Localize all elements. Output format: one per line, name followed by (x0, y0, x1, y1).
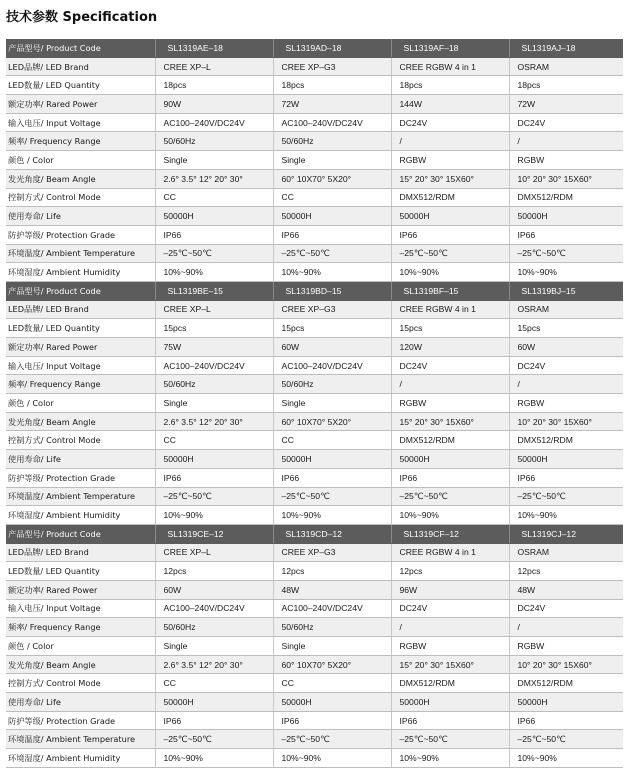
spec-row (6, 300, 623, 319)
spec-row (6, 562, 623, 581)
spec-value-cell: 50000H (155, 450, 273, 469)
spec-value-cell: 10%~90% (509, 506, 623, 525)
product-code-cell: SL1319AD–18 (273, 39, 391, 57)
spec-row-label: LED数量/ LED Quantity (6, 319, 155, 338)
spec-value-cell: 48W (509, 580, 623, 599)
spec-value-cell: 50000H (509, 450, 623, 469)
product-code-header-row (6, 39, 623, 57)
spec-value-cell: AC100–240V/DC24V (155, 356, 273, 375)
spec-row (6, 57, 623, 76)
spec-value-cell: IP66 (391, 468, 509, 487)
spec-row (6, 113, 623, 132)
spec-value-cell: CREE XP–G3 (273, 300, 391, 319)
spec-value-cell: / (391, 375, 509, 394)
spec-row-label: LED数量/ LED Quantity (6, 562, 155, 581)
spec-value-cell: / (509, 618, 623, 637)
spec-row (6, 730, 623, 749)
spec-value-cell: 10%~90% (273, 263, 391, 282)
spec-value-cell: CC (155, 674, 273, 693)
spec-row-label: 发光角度/ Beam Angle (6, 655, 155, 674)
spec-row (6, 506, 623, 525)
spec-value-cell: CREE XP–L (155, 300, 273, 319)
spec-row-label: LED品牌/ LED Brand (6, 543, 155, 562)
spec-value-cell: 48W (273, 580, 391, 599)
product-code-label: 产品型号/ Product Code (6, 524, 155, 543)
spec-value-cell: 10° 20° 30° 15X60° (509, 412, 623, 431)
spec-row (6, 95, 623, 114)
spec-value-cell: CC (155, 188, 273, 207)
product-code-cell: SL1319AF–18 (391, 39, 509, 57)
spec-value-cell: –25℃~50℃ (273, 244, 391, 263)
spec-row (6, 188, 623, 207)
spec-value-cell: 10%~90% (509, 263, 623, 282)
spec-row-label: 控制方式/ Control Mode (6, 431, 155, 450)
spec-value-cell: 50/60Hz (155, 375, 273, 394)
specification-table (6, 39, 623, 768)
spec-value-cell: 50000H (155, 693, 273, 712)
product-code-cell: SL1319CD–12 (273, 524, 391, 543)
spec-row-label: 环境温度/ Ambient Temperature (6, 730, 155, 749)
spec-value-cell: 60W (155, 580, 273, 599)
spec-value-cell: 2.6° 3.5° 12° 20° 30° (155, 412, 273, 431)
spec-value-cell: RGBW (391, 637, 509, 656)
spec-value-cell: IP66 (155, 225, 273, 244)
spec-value-cell: IP66 (391, 711, 509, 730)
spec-value-cell: DC24V (391, 113, 509, 132)
spec-value-cell: 144W (391, 95, 509, 114)
spec-row-label: 环境湿度/ Ambient Humidity (6, 506, 155, 525)
spec-value-cell: 10%~90% (155, 506, 273, 525)
spec-value-cell: 96W (391, 580, 509, 599)
spec-value-cell: IP66 (155, 711, 273, 730)
spec-row (6, 543, 623, 562)
spec-row-label: LED品牌/ LED Brand (6, 57, 155, 76)
spec-row-label: 使用寿命/ Life (6, 207, 155, 226)
spec-row-label: 频率/ Frequency Range (6, 618, 155, 637)
spec-value-cell: 15° 20° 30° 15X60° (391, 169, 509, 188)
spec-value-cell: 10%~90% (273, 506, 391, 525)
spec-value-cell: 18pcs (509, 76, 623, 95)
spec-value-cell: Single (273, 394, 391, 413)
spec-value-cell: –25℃~50℃ (509, 730, 623, 749)
spec-value-cell: 18pcs (273, 76, 391, 95)
spec-value-cell: 60° 10X70° 5X20° (273, 169, 391, 188)
spec-value-cell: 72W (509, 95, 623, 114)
spec-row (6, 244, 623, 263)
spec-value-cell: CC (273, 431, 391, 450)
spec-row (6, 468, 623, 487)
spec-row (6, 225, 623, 244)
spec-value-cell: IP66 (509, 225, 623, 244)
spec-value-cell: 50000H (391, 450, 509, 469)
spec-row (6, 711, 623, 730)
spec-value-cell: AC100–240V/DC24V (155, 113, 273, 132)
spec-value-cell: AC100–240V/DC24V (155, 599, 273, 618)
spec-value-cell: 10%~90% (155, 749, 273, 768)
spec-row (6, 693, 623, 712)
spec-row-label: 环境湿度/ Ambient Humidity (6, 749, 155, 768)
spec-value-cell: –25℃~50℃ (155, 730, 273, 749)
spec-value-cell: 10%~90% (155, 263, 273, 282)
spec-row (6, 76, 623, 95)
spec-value-cell: IP66 (509, 468, 623, 487)
spec-row (6, 637, 623, 656)
spec-value-cell: DMX512/RDM (509, 674, 623, 693)
spec-value-cell: DC24V (391, 599, 509, 618)
spec-value-cell: –25℃~50℃ (391, 730, 509, 749)
spec-value-cell: AC100–240V/DC24V (273, 356, 391, 375)
spec-value-cell: RGBW (509, 151, 623, 170)
spec-value-cell: CC (155, 431, 273, 450)
spec-row (6, 655, 623, 674)
product-code-cell: SL1319AE–18 (155, 39, 273, 57)
spec-value-cell: / (509, 375, 623, 394)
spec-value-cell: 15pcs (509, 319, 623, 338)
spec-value-cell: CC (273, 188, 391, 207)
spec-value-cell: 12pcs (391, 562, 509, 581)
spec-value-cell: DMX512/RDM (509, 188, 623, 207)
spec-value-cell: DC24V (509, 599, 623, 618)
spec-value-cell: AC100–240V/DC24V (273, 599, 391, 618)
spec-value-cell: Single (155, 637, 273, 656)
spec-value-cell: 15pcs (273, 319, 391, 338)
spec-row-label: 额定功率/ Rared Power (6, 580, 155, 599)
spec-value-cell: 50000H (509, 207, 623, 226)
product-code-cell: SL1319BD–15 (273, 281, 391, 300)
spec-row (6, 618, 623, 637)
spec-row-label: 输入电压/ Input Voltage (6, 113, 155, 132)
spec-value-cell: CREE XP–L (155, 57, 273, 76)
spec-row (6, 431, 623, 450)
spec-value-cell: 50/60Hz (155, 132, 273, 151)
spec-row (6, 319, 623, 338)
spec-row (6, 169, 623, 188)
spec-value-cell: DMX512/RDM (391, 431, 509, 450)
spec-value-cell: IP66 (155, 468, 273, 487)
spec-value-cell: 120W (391, 338, 509, 357)
spec-value-cell: 50/60Hz (273, 132, 391, 151)
spec-value-cell: 50000H (391, 693, 509, 712)
spec-row-label: 输入电压/ Input Voltage (6, 599, 155, 618)
spec-value-cell: CREE XP–L (155, 543, 273, 562)
product-code-cell: SL1319BF–15 (391, 281, 509, 300)
spec-value-cell: IP66 (509, 711, 623, 730)
spec-row-label: 发光角度/ Beam Angle (6, 169, 155, 188)
spec-value-cell: Single (155, 394, 273, 413)
spec-row-label: 额定功率/ Rared Power (6, 95, 155, 114)
spec-row-label: 防护等级/ Protection Grade (6, 711, 155, 730)
spec-value-cell: DC24V (509, 113, 623, 132)
spec-row-label: 防护等级/ Protection Grade (6, 468, 155, 487)
spec-value-cell: 90W (155, 95, 273, 114)
spec-row-label: 控制方式/ Control Mode (6, 188, 155, 207)
spec-value-cell: 10%~90% (391, 263, 509, 282)
spec-row-label: 频率/ Frequency Range (6, 132, 155, 151)
spec-row-label: 使用寿命/ Life (6, 450, 155, 469)
product-code-cell: SL1319BE–15 (155, 281, 273, 300)
spec-row-label: 环境温度/ Ambient Temperature (6, 487, 155, 506)
specification-table-body (6, 39, 623, 767)
spec-value-cell: –25℃~50℃ (273, 730, 391, 749)
spec-value-cell: 50000H (273, 207, 391, 226)
spec-row-label: 额定功率/ Rared Power (6, 338, 155, 357)
spec-value-cell: Single (273, 637, 391, 656)
spec-value-cell: 10%~90% (391, 506, 509, 525)
spec-value-cell: –25℃~50℃ (391, 487, 509, 506)
spec-value-cell: 10%~90% (391, 749, 509, 768)
product-code-label: 产品型号/ Product Code (6, 281, 155, 300)
spec-row (6, 580, 623, 599)
spec-row (6, 450, 623, 469)
product-code-cell: SL1319AJ–18 (509, 39, 623, 57)
spec-value-cell: –25℃~50℃ (155, 244, 273, 263)
spec-row-label: 颜色 / Color (6, 151, 155, 170)
spec-value-cell: DC24V (391, 356, 509, 375)
spec-value-cell: 18pcs (391, 76, 509, 95)
spec-value-cell: CREE XP–G3 (273, 57, 391, 76)
spec-value-cell: IP66 (391, 225, 509, 244)
spec-row (6, 132, 623, 151)
spec-row-label: 控制方式/ Control Mode (6, 674, 155, 693)
spec-value-cell: IP66 (273, 711, 391, 730)
product-code-cell: SL1319CE–12 (155, 524, 273, 543)
spec-row (6, 375, 623, 394)
spec-value-cell: RGBW (391, 394, 509, 413)
spec-value-cell: 50000H (391, 207, 509, 226)
spec-row-label: 环境湿度/ Ambient Humidity (6, 263, 155, 282)
spec-value-cell: 15° 20° 30° 15X60° (391, 655, 509, 674)
product-code-header-row (6, 281, 623, 300)
spec-value-cell: / (391, 618, 509, 637)
spec-value-cell: 50000H (273, 693, 391, 712)
spec-value-cell: DMX512/RDM (391, 188, 509, 207)
spec-value-cell: 50/60Hz (155, 618, 273, 637)
spec-value-cell: / (509, 132, 623, 151)
spec-value-cell: 50000H (509, 693, 623, 712)
spec-value-cell: CREE RGBW 4 in 1 (391, 57, 509, 76)
spec-value-cell: 12pcs (155, 562, 273, 581)
spec-value-cell: 10%~90% (273, 749, 391, 768)
spec-value-cell: 60W (509, 338, 623, 357)
spec-value-cell: OSRAM (509, 543, 623, 562)
spec-value-cell: 60W (273, 338, 391, 357)
spec-row (6, 151, 623, 170)
spec-value-cell: 2.6° 3.5° 12° 20° 30° (155, 655, 273, 674)
page-title: 技术参数 Specification (6, 10, 158, 25)
spec-value-cell: RGBW (509, 637, 623, 656)
spec-value-cell: CREE XP–G3 (273, 543, 391, 562)
spec-value-cell: 15° 20° 30° 15X60° (391, 412, 509, 431)
spec-value-cell: AC100–240V/DC24V (273, 113, 391, 132)
spec-value-cell: 12pcs (273, 562, 391, 581)
spec-row-label: 频率/ Frequency Range (6, 375, 155, 394)
spec-value-cell: Single (155, 151, 273, 170)
spec-row (6, 394, 623, 413)
spec-value-cell: –25℃~50℃ (273, 487, 391, 506)
spec-value-cell: / (391, 132, 509, 151)
spec-value-cell: –25℃~50℃ (155, 487, 273, 506)
spec-value-cell: –25℃~50℃ (509, 244, 623, 263)
spec-value-cell: 15pcs (155, 319, 273, 338)
spec-value-cell: –25℃~50℃ (391, 244, 509, 263)
spec-value-cell: 12pcs (509, 562, 623, 581)
spec-value-cell: 10° 20° 30° 15X60° (509, 169, 623, 188)
spec-value-cell: 72W (273, 95, 391, 114)
spec-row-label: 发光角度/ Beam Angle (6, 412, 155, 431)
spec-value-cell: 10° 20° 30° 15X60° (509, 655, 623, 674)
spec-value-cell: 50000H (155, 207, 273, 226)
spec-row (6, 674, 623, 693)
product-code-label: 产品型号/ Product Code (6, 39, 155, 57)
spec-row (6, 487, 623, 506)
spec-row (6, 263, 623, 282)
spec-value-cell: 10%~90% (509, 749, 623, 768)
spec-value-cell: 75W (155, 338, 273, 357)
spec-value-cell: IP66 (273, 468, 391, 487)
spec-value-cell: CREE RGBW 4 in 1 (391, 543, 509, 562)
spec-row-label: LED数量/ LED Quantity (6, 76, 155, 95)
spec-row-label: 环境温度/ Ambient Temperature (6, 244, 155, 263)
spec-row-label: LED品牌/ LED Brand (6, 300, 155, 319)
spec-value-cell: OSRAM (509, 57, 623, 76)
spec-value-cell: RGBW (509, 394, 623, 413)
spec-value-cell: 15pcs (391, 319, 509, 338)
spec-row-label: 防护等级/ Protection Grade (6, 225, 155, 244)
spec-value-cell: 60° 10X70° 5X20° (273, 655, 391, 674)
spec-row (6, 599, 623, 618)
spec-row-label: 颜色 / Color (6, 394, 155, 413)
spec-value-cell: 50000H (273, 450, 391, 469)
spec-value-cell: CC (273, 674, 391, 693)
spec-value-cell: –25℃~50℃ (509, 487, 623, 506)
spec-value-cell: OSRAM (509, 300, 623, 319)
spec-value-cell: 50/60Hz (273, 375, 391, 394)
spec-row (6, 749, 623, 768)
product-code-cell: SL1319CF–12 (391, 524, 509, 543)
product-code-header-row (6, 524, 623, 543)
spec-row-label: 使用寿命/ Life (6, 693, 155, 712)
spec-value-cell: CREE RGBW 4 in 1 (391, 300, 509, 319)
spec-value-cell: IP66 (273, 225, 391, 244)
spec-value-cell: 18pcs (155, 76, 273, 95)
spec-value-cell: DMX512/RDM (509, 431, 623, 450)
spec-row (6, 338, 623, 357)
spec-row (6, 356, 623, 375)
spec-value-cell: 50/60Hz (273, 618, 391, 637)
spec-value-cell: Single (273, 151, 391, 170)
spec-row-label: 颜色 / Color (6, 637, 155, 656)
spec-value-cell: DC24V (509, 356, 623, 375)
spec-row (6, 412, 623, 431)
spec-value-cell: RGBW (391, 151, 509, 170)
product-code-cell: SL1319CJ–12 (509, 524, 623, 543)
spec-value-cell: 60° 10X70° 5X20° (273, 412, 391, 431)
spec-value-cell: DMX512/RDM (391, 674, 509, 693)
spec-row (6, 207, 623, 226)
product-code-cell: SL1319BJ–15 (509, 281, 623, 300)
spec-row-label: 输入电压/ Input Voltage (6, 356, 155, 375)
spec-value-cell: 2.6° 3.5° 12° 20° 30° (155, 169, 273, 188)
